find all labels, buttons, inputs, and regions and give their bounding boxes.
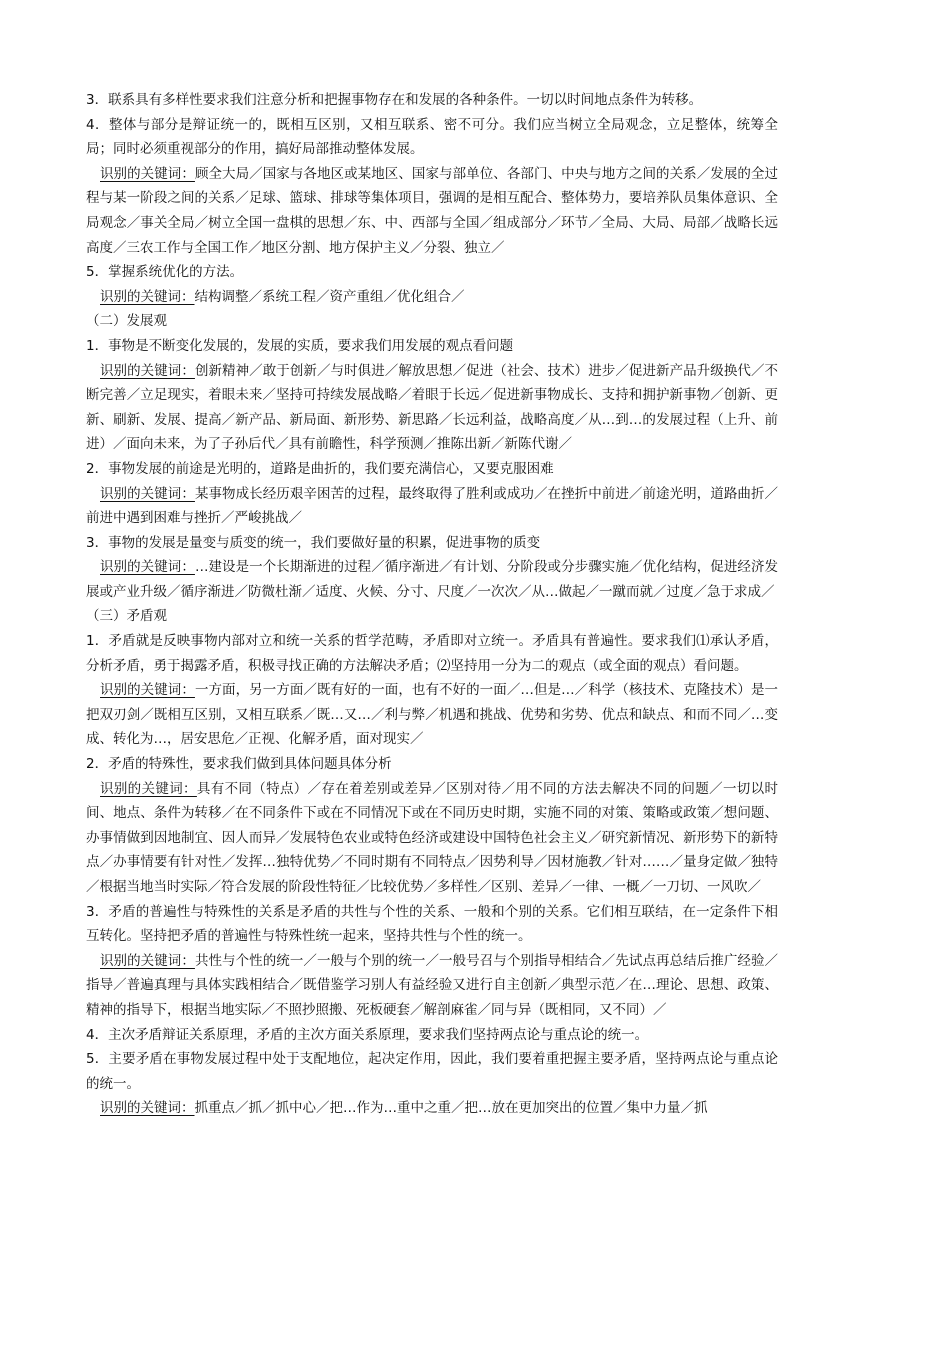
keyword-label: 识别的关键词： — [100, 559, 195, 576]
keyword-paragraph-quantitative-qualitative — [86, 555, 778, 604]
document-page — [86, 88, 778, 1121]
keyword-label: 识别的关键词： — [100, 362, 195, 379]
keyword-list: 共性与个性的统一／一般与个别的统一／一般号召与个别指导相结合／先试点再总结后推广经验／指导／普遍真理与具体实践相结合／既借鉴学习别人有益经验又进行自主创新／典型示范／在…理论、思想、政策、精神的指导下，根据当地实际／不照抄照搬、死板硬套／解剖麻雀／同与异（既相同，又不同）／ — [86, 952, 779, 1018]
keyword-list: 某事物成长经历艰辛困苦的过程，最终取得了胜利或成功／在挫折中前进／前途光明，道路曲折／前进中遇到困难与挫折／严峻挑战／ — [86, 485, 779, 527]
paragraph-bright-future: 2．事物发展的前途是光明的，道路是曲折的，我们要充满信心，又要克服困难 — [86, 460, 554, 477]
paragraph-development-change: 1．事物是不断变化发展的，发展的实质，要求我们用发展的观点看问题 — [86, 337, 514, 354]
paragraph-contradiction-particularity: 2．矛盾的特殊性，要求我们做到具体问题具体分析 — [86, 756, 392, 773]
paragraph-quantitative-qualitative: 3．事物的发展是量变与质变的统一，我们要做好量的积累，促进事物的质变 — [86, 534, 541, 551]
keyword-label: 识别的关键词： — [100, 780, 197, 797]
keyword-paragraph-development-change — [86, 359, 778, 457]
keyword-label: 识别的关键词： — [100, 288, 195, 305]
keyword-list: …建设是一个长期渐进的过程／循序渐进／有计划、分阶段或分步骤实施／优化结构，促进经济发展或产业升级／循序渐进／防微杜渐／适度、火候、分寸、尺度／一次次／从…做起／一蹴而就／过度／急于求成／ — [86, 559, 779, 600]
section-heading-contradiction: （三）矛盾观 — [86, 608, 167, 625]
paragraph-system-optimization: 5．掌握系统优化的方法。 — [86, 264, 244, 281]
keyword-paragraph-principal-contradiction — [86, 1096, 778, 1121]
paragraph-whole-and-part: 4．整体与部分是辩证统一的，既相互区别，又相互联系、密不可分。我们应当树立全局观念，立足整体，统筹全局；同时必须重视部分的作用，搞好局部推动整体发展。 — [86, 116, 778, 158]
keyword-paragraph-contradiction-universality — [86, 678, 778, 752]
paragraph-principal-contradiction: 5．主要矛盾在事物发展过程中处于支配地位，起决定作用，因此，我们要着重把握主要矛盾，坚持两点论与重点论的统一。 — [86, 1051, 778, 1092]
keyword-paragraph-universality-particularity — [86, 949, 778, 1023]
paragraph-primary-secondary: 4．主次矛盾辩证关系原理，矛盾的主次方面关系原理，要求我们坚持两点论与重点论的统一。 — [86, 1026, 649, 1043]
keyword-list: 顾全大局／国家与各地区或某地区、国家与部单位、各部门、中央与地方之间的关系／发展的全过程与某一阶段之间的关系／足球、篮球、排球等集体项目，强调的是相互配合、整体势力，要培养队员集体意识、全局观念／事关全局／树立全国一盘棋的思想／东、中、西部与全国／组成部分／环节／全局、大局、局部／战略长远高度／三农工作与全国工作／地区分割、地方保护主义／分裂、独立／ — [86, 165, 779, 256]
keyword-label: 识别的关键词： — [100, 682, 195, 699]
keyword-label: 识别的关键词： — [100, 165, 195, 182]
keyword-label: 识别的关键词： — [100, 485, 195, 502]
paragraph-connection-diversity: 3．联系具有多样性要求我们注意分析和把握事物存在和发展的各种条件。一切以时间地点条件为转移。 — [86, 92, 703, 108]
keyword-list: 抓重点／抓／抓中心／把…作为…重中之重／把…放在更加突出的位置／集中力量／抓 — [194, 1100, 708, 1117]
paragraph-universality-particularity: 3．矛盾的普遍性与特殊性的关系是矛盾的共性与个性的关系、一般和个别的关系。它们相互联结，在一定条件下相互转化。坚持把矛盾的普遍性与特殊性统一起来，坚持共性与个性的统一。 — [86, 903, 778, 945]
keyword-paragraph-system-optimization — [86, 285, 778, 310]
keyword-list: 创新精神／敢于创新／与时俱进／解放思想／促进（社会、技术）进步／促进新产品升级换代／不断完善／立足现实，着眼未来／坚持可持续发展战略／着眼于长远／促进新事物成长、支持和拥护新事物／创新、更新、刷新、发展、提高／新产品、新局面、新形势、新思路／长远利益，战略高度／从…到…的发展过程（上升、前进）／面向未来，为了子孙后代／具有前瞻性，科学预测／推陈出新／新陈代谢／ — [86, 362, 779, 453]
keyword-paragraph-whole-and-part — [86, 162, 778, 260]
section-heading-development: （二）发展观 — [86, 313, 167, 330]
keyword-paragraph-bright-future — [86, 482, 778, 531]
keyword-list: 具有不同（特点）／存在着差别或差异／区别对待／用不同的方法去解决不同的问题／一切以时间、地点、条件为转移／在不同条件下或在不同情况下或在不同历史时期，实施不同的对策、策略或政策／想问题、办事情做到因地制宜、因人而异／发展特色农业或特色经济或建设中国特色社会主义／研究新情况、新形势下的新特点／办事情要有针对性／发挥…独特优势／不同时期有不同特点／因势利导／因材施教／针对……／量身定做／独特／根据当地当时实际／符合发展的阶段性特征／比较优势／多样性／区别、差异／一律、一概／一刀切、一风吹／ — [86, 780, 778, 895]
keyword-paragraph-contradiction-particularity — [86, 777, 778, 900]
keyword-label: 识别的关键词： — [100, 952, 195, 969]
keyword-list: 一方面，另一方面／既有好的一面，也有不好的一面／…但是…／科学（核技术、克隆技术）是一把双刃剑／既相互区别，又相互联系／既…又…／利与弊／机遇和挑战、优势和劣势、优点和缺点、和而不同／…变成、转化为…，居安思危／正视、化解矛盾，面对现实／ — [86, 682, 779, 748]
keyword-label: 识别的关键词： — [100, 1100, 195, 1117]
keyword-list: 结构调整／系统工程／资产重组／优化组合／ — [194, 288, 465, 305]
paragraph-contradiction-universality: 1．矛盾就是反映事物内部对立和统一关系的哲学范畴，矛盾即对立统一。矛盾具有普遍性。要求我们⑴承认矛盾，分析矛盾，勇于揭露矛盾，积极寻找正确的方法解决矛盾；⑵坚持用一分为二的观点（或全面的观点）看问题。 — [86, 633, 778, 674]
